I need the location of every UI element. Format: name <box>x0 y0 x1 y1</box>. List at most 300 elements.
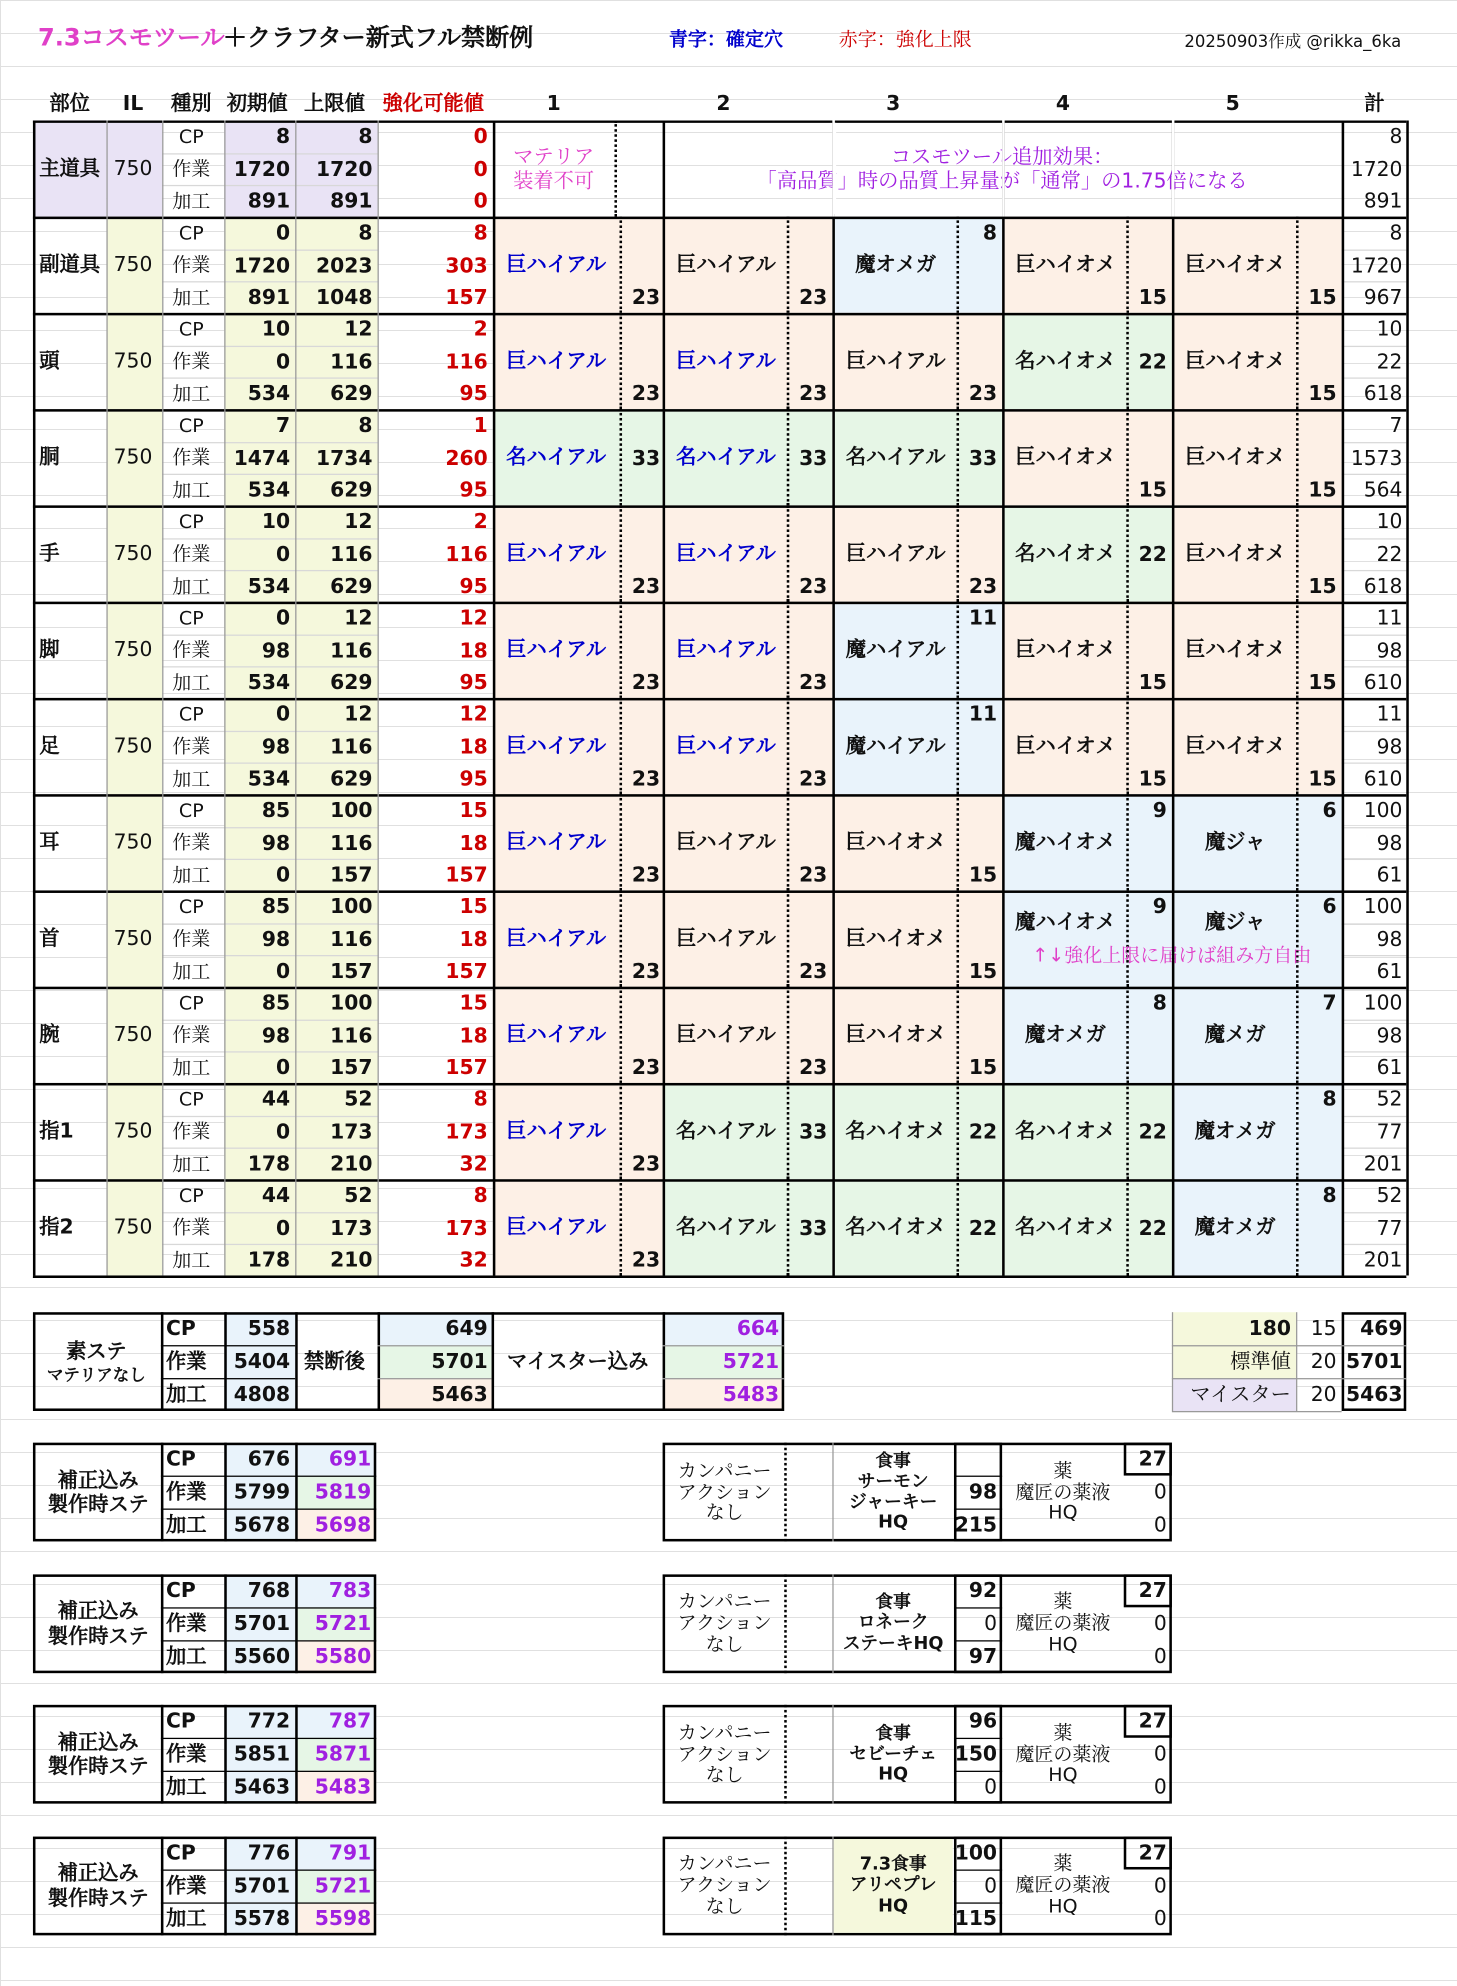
pot-value: 0 <box>1153 1479 1167 1504</box>
base-value: 534 <box>247 766 291 791</box>
column-header: 部位 <box>49 91 90 116</box>
row-border <box>33 409 1406 412</box>
materia-name: 名ハイオメ <box>1015 540 1116 565</box>
food-name: 7.3食事 アリペプレ HQ <box>849 1854 937 1916</box>
cell-border <box>224 1574 227 1673</box>
cell-border <box>954 1476 1002 1477</box>
materia-name: 名ハイオメ <box>845 1118 946 1143</box>
col-border <box>295 120 296 1275</box>
stat-label: 加工 <box>165 1512 207 1537</box>
materia-value: 23 <box>799 1055 828 1080</box>
base-value: 1720 <box>233 252 291 277</box>
materia-value: 23 <box>799 862 828 887</box>
base-sum: 4808 <box>233 1381 291 1406</box>
cell-border <box>162 474 377 475</box>
room-value: 18 <box>459 733 488 759</box>
room-value: 32 <box>459 1151 488 1176</box>
base-value: 534 <box>247 573 291 598</box>
materia-value: 15 <box>968 1055 998 1080</box>
materia-name: 名ハイオメ <box>845 1214 946 1239</box>
materia-name: 巨ハイオメ <box>1184 637 1286 662</box>
room-value: 116 <box>445 348 488 374</box>
stat-label: 加工 <box>172 1151 211 1175</box>
m-mid: 20 <box>1310 1381 1337 1406</box>
materia-value: 9 <box>1152 797 1167 823</box>
materia-name: 名ハイアル <box>845 444 946 469</box>
room-value: 12 <box>459 605 488 630</box>
base-value: 1474 <box>233 445 291 470</box>
total-value: 61 <box>1376 862 1403 887</box>
overmeld-label: 禁断後 <box>304 1348 365 1373</box>
col-border <box>1002 120 1005 1275</box>
col-border <box>1342 120 1345 1275</box>
materia-name: 魔メガ <box>1204 1022 1266 1047</box>
room-value: 18 <box>459 830 488 855</box>
cell-border <box>295 1705 298 1804</box>
row-border <box>33 1277 1406 1278</box>
room-value: 95 <box>459 381 488 406</box>
final-value: 5463 <box>233 1774 291 1799</box>
cell-border <box>161 1476 376 1477</box>
col-border <box>1172 120 1175 1275</box>
std-mid: 20 <box>1310 1348 1337 1373</box>
room-value: 18 <box>459 926 488 951</box>
std-cp-total: 469 <box>1360 1315 1403 1341</box>
stat-label: CP <box>178 1183 204 1207</box>
base-value: 534 <box>247 381 291 406</box>
final-meister-value: 5483 <box>314 1774 372 1799</box>
row-border <box>33 505 1406 508</box>
materia-name: 巨ハイアル <box>506 1022 607 1047</box>
company-action: カンパニー アクション なし <box>677 1589 772 1656</box>
cell-border <box>1342 538 1407 539</box>
stat-label: CP <box>178 894 204 918</box>
total-value: 61 <box>1376 1055 1403 1080</box>
std-total: 5701 <box>1346 1348 1403 1373</box>
final-value: 768 <box>247 1577 291 1602</box>
cell-border <box>784 1836 787 1935</box>
base-value: 0 <box>276 701 291 726</box>
il-value: 750 <box>113 733 153 758</box>
meister-sum: 664 <box>736 1315 780 1341</box>
final-meister-value: 5721 <box>314 1610 372 1635</box>
final-value: 772 <box>247 1708 291 1733</box>
total-value: 564 <box>1363 477 1403 502</box>
cell-border <box>162 1115 377 1116</box>
cap-value: 8 <box>358 412 373 437</box>
materia-name: 巨ハイオメ <box>1184 348 1286 373</box>
stat-label: 作業 <box>172 542 211 565</box>
materia-value: 23 <box>631 766 661 791</box>
materia-name: 名ハイアル <box>675 444 776 469</box>
cell-border <box>1296 1179 1299 1275</box>
room-value: 157 <box>445 958 488 983</box>
materia-name: 巨ハイアル <box>675 637 776 662</box>
materia-value: 8 <box>1322 1183 1337 1208</box>
total-value: 98 <box>1376 926 1403 951</box>
pot-value: 0 <box>1153 1512 1167 1537</box>
part-name: 腕 <box>39 1022 60 1047</box>
cell-border <box>162 377 377 378</box>
stat-label: CP <box>165 1446 196 1471</box>
potion-name: 薬 魔匠の薬液 HQ <box>1015 1721 1111 1787</box>
room-value: 0 <box>473 188 488 213</box>
cap-value: 629 <box>330 670 373 695</box>
stat-label: 作業 <box>172 830 211 854</box>
materia-name: 魔ハイオメ <box>1015 829 1116 854</box>
base-value: 0 <box>276 541 291 566</box>
cell-border <box>162 185 377 186</box>
cell-border <box>161 1738 376 1739</box>
stat-label: 作業 <box>165 1741 207 1766</box>
materia-name: 魔ハイオメ <box>1015 909 1116 934</box>
materia-name: 巨ハイオメ <box>1015 637 1116 662</box>
cap-value: 116 <box>330 926 373 951</box>
part-name: 耳 <box>39 829 60 854</box>
materia-value: 23 <box>631 862 661 887</box>
base-value: 0 <box>276 1119 291 1144</box>
cell-border <box>1342 1115 1407 1116</box>
stat-label: 作業 <box>172 1119 211 1143</box>
col-border <box>33 120 36 1275</box>
base-value: 98 <box>261 733 291 759</box>
cap-value: 157 <box>330 862 373 887</box>
base-value: 0 <box>276 220 291 245</box>
final-value: 5678 <box>233 1512 291 1537</box>
materia-value: 33 <box>968 445 998 470</box>
cell-border <box>1172 1312 1173 1411</box>
stat-label: 作業 <box>172 1023 211 1047</box>
overmeld-sum: 5463 <box>431 1381 488 1406</box>
row-border <box>33 313 1406 316</box>
stat-label: CP <box>178 702 204 726</box>
cell-border <box>162 441 377 442</box>
final-meister-value: 787 <box>328 1708 372 1733</box>
cap-value: 629 <box>330 766 373 791</box>
materia-value: 15 <box>968 862 998 887</box>
room-value: 260 <box>445 445 488 470</box>
room-value: 0 <box>473 124 488 149</box>
food-value: 150 <box>954 1741 998 1766</box>
materia-value: 15 <box>1308 284 1337 310</box>
pot-value: 27 <box>1138 1708 1167 1733</box>
materia-value: 33 <box>799 1119 828 1144</box>
stat-label: 作業 <box>172 927 211 950</box>
column-header: 5 <box>1225 91 1240 116</box>
cap-value: 8 <box>358 220 373 245</box>
cell-border <box>784 1705 787 1804</box>
pot-value: 0 <box>1153 1872 1167 1897</box>
cell-border <box>954 1902 1002 1903</box>
room-value: 157 <box>445 1055 488 1080</box>
il-value: 750 <box>113 444 153 469</box>
cell-border <box>162 1051 377 1052</box>
final-meister-value: 5698 <box>314 1512 372 1537</box>
stat-label: 作業 <box>172 445 211 469</box>
materia-value: 33 <box>631 445 661 470</box>
cell-border <box>1342 666 1407 667</box>
stat-label: 加工 <box>172 863 211 886</box>
col-border <box>378 120 379 1275</box>
base-value: 1720 <box>233 156 291 181</box>
materia-value: 22 <box>1138 541 1167 566</box>
cell-border <box>663 1345 785 1346</box>
company-action: カンパニー アクション なし <box>677 1852 772 1918</box>
final-meister-value: 5580 <box>314 1643 372 1668</box>
materia-value: 15 <box>1138 284 1167 310</box>
materia-value: 8 <box>982 220 998 245</box>
stat-label: 作業 <box>172 734 211 758</box>
cell-border <box>1342 730 1407 731</box>
cell-border <box>224 1705 227 1804</box>
materia-name: 名ハイオメ <box>1015 348 1116 373</box>
cap-value: 173 <box>330 1215 373 1240</box>
pot-value: 0 <box>1153 1741 1167 1766</box>
stat-label: 加工 <box>172 1055 211 1079</box>
materia-value: 33 <box>799 445 828 470</box>
cell-border <box>1342 345 1407 346</box>
final-label: 補正込み 製作時ステ <box>47 1467 149 1517</box>
stat-label: 作業 <box>172 1215 211 1239</box>
final-meister-value: 691 <box>328 1446 372 1471</box>
materia-name: 巨ハイオメ <box>845 1022 946 1047</box>
materia-name: 巨ハイアル <box>845 348 946 373</box>
stat-label: CP <box>178 606 204 629</box>
cell-border <box>161 1443 164 1542</box>
stat-label: CP <box>178 798 204 822</box>
il-value: 750 <box>113 925 153 950</box>
title-cosmo: 7.3コスモツール <box>38 23 225 52</box>
base-value: 85 <box>261 797 291 823</box>
total-value: 618 <box>1363 573 1403 598</box>
materia-value: 22 <box>1138 348 1167 374</box>
cell-border <box>162 281 377 282</box>
materia-value: 15 <box>1308 381 1337 406</box>
overmeld-sum: 5701 <box>431 1348 488 1373</box>
col-border <box>1406 120 1409 1275</box>
cell-border <box>162 955 377 956</box>
cap-value: 12 <box>344 509 373 534</box>
stat-label: CP <box>178 124 204 148</box>
materia-name: 巨ハイアル <box>675 540 776 565</box>
total-value: 52 <box>1376 1086 1403 1111</box>
col-border <box>834 123 837 214</box>
materia-value: 23 <box>631 381 661 406</box>
final-label: 補正込み 製作時ステ <box>47 1861 149 1910</box>
cell-border <box>1342 1051 1407 1052</box>
cell-border <box>1342 1148 1407 1149</box>
room-value: 2 <box>473 316 488 341</box>
materia-name: 巨ハイオメ <box>1015 252 1116 277</box>
il-value: 750 <box>113 155 153 180</box>
total-value: 98 <box>1376 733 1403 759</box>
base-value: 534 <box>247 477 291 502</box>
il-value: 750 <box>113 829 153 854</box>
cell-border <box>162 826 377 827</box>
row-border <box>33 1083 1406 1086</box>
stat-label: 作業 <box>172 253 211 277</box>
base-value: 98 <box>261 1022 291 1047</box>
materia-name: 魔オメガ <box>855 252 937 277</box>
room-value: 8 <box>473 1183 488 1208</box>
stat-label: 加工 <box>172 1248 211 1272</box>
materia-value: 6 <box>1322 797 1337 823</box>
materia-name: 魔オメガ <box>1194 1214 1276 1239</box>
materia-value: 23 <box>631 670 661 695</box>
potion-name: 薬 魔匠の薬液 HQ <box>1015 1458 1111 1525</box>
base-value: 7 <box>276 412 291 437</box>
base-value: 0 <box>276 1055 291 1080</box>
row-border <box>33 602 1406 605</box>
col-border <box>663 120 666 1275</box>
final-meister-value: 791 <box>328 1839 372 1864</box>
materia-value: 23 <box>631 1055 661 1080</box>
total-value: 52 <box>1376 1183 1403 1208</box>
column-header: 上限値 <box>304 91 365 116</box>
part-name: 手 <box>39 540 60 565</box>
stat-label: 作業 <box>165 1610 207 1635</box>
neck-note: ↑↓強化上限に届けば組み方自由 <box>1032 942 1312 966</box>
materia-name: 巨ハイアル <box>845 540 946 565</box>
stat-label: 作業 <box>165 1348 207 1373</box>
il-value: 750 <box>113 1118 153 1143</box>
cell-border <box>162 1019 377 1020</box>
materia-value: 23 <box>799 766 828 791</box>
food-value: 0 <box>984 1610 998 1635</box>
title-main: ＋クラフター新式フル禁断例 <box>222 23 534 52</box>
pot-value: 0 <box>1153 1905 1167 1930</box>
materia-value: 11 <box>968 605 998 630</box>
il-value: 750 <box>113 1022 153 1047</box>
cell-border <box>1296 987 1299 1083</box>
materia-value: 7 <box>1322 990 1337 1015</box>
stat-label: 加工 <box>172 381 211 405</box>
stat-label: 加工 <box>172 285 211 309</box>
materia-name: 巨ハイオメ <box>845 925 946 950</box>
row-border <box>33 1179 1406 1182</box>
final-value: 5799 <box>233 1479 291 1504</box>
food-value: 98 <box>968 1479 998 1504</box>
total-value: 8 <box>1389 220 1403 245</box>
materia-value: 8 <box>1152 990 1167 1015</box>
stat-label: 加工 <box>165 1381 207 1406</box>
materia-value: 11 <box>968 701 998 726</box>
cap-value: 52 <box>344 1086 373 1111</box>
base-value: 0 <box>276 1215 291 1240</box>
materia-name: 巨ハイアル <box>506 829 607 854</box>
cap-value: 12 <box>344 605 373 630</box>
cell-border <box>614 120 617 216</box>
materia-name: 巨ハイアル <box>675 252 776 277</box>
cell-border <box>1296 217 1299 313</box>
cell-border <box>1296 505 1299 601</box>
materia-value: 23 <box>968 381 998 406</box>
total-value: 77 <box>1376 1215 1403 1240</box>
cell-border <box>161 1902 376 1903</box>
cell-border <box>954 1640 1002 1641</box>
col-border <box>106 120 107 1275</box>
cell-border <box>1172 1345 1406 1346</box>
cap-value: 116 <box>330 348 373 374</box>
materia-value: 15 <box>1308 477 1337 502</box>
cell-border <box>162 762 377 763</box>
cap-value: 12 <box>344 701 373 726</box>
col-border <box>224 120 225 1275</box>
materia-name: 魔ハイアル <box>845 733 946 758</box>
room-value: 173 <box>445 1215 488 1240</box>
summary-sublabel: マテリアなし <box>46 1366 146 1386</box>
il-value: 750 <box>113 252 153 277</box>
materia-name: 巨ハイオメ <box>845 829 946 854</box>
base-value: 8 <box>276 124 291 149</box>
cell-border <box>1342 441 1407 442</box>
cap-value: 173 <box>330 1119 373 1144</box>
stat-label: CP <box>165 1839 196 1864</box>
stat-label: CP <box>165 1577 196 1602</box>
std-cp-mid: 15 <box>1310 1315 1337 1341</box>
row-border <box>33 890 1406 893</box>
stat-label: CP <box>178 509 204 533</box>
room-value: 8 <box>473 1086 488 1111</box>
cap-value: 629 <box>330 381 373 406</box>
cell-border <box>161 1771 376 1772</box>
cell-border <box>1296 794 1299 890</box>
cap-value: 1734 <box>316 445 373 470</box>
final-label: 補正込み 製作時ステ <box>47 1598 149 1648</box>
room-value: 116 <box>445 541 488 566</box>
cell-border <box>161 1607 376 1608</box>
materia-slot <box>1172 890 1342 986</box>
room-value: 1 <box>473 412 488 437</box>
cell-border <box>162 1148 377 1149</box>
stat-label: CP <box>178 1087 204 1111</box>
cell-border <box>663 1378 785 1379</box>
cap-value: 1720 <box>316 156 373 181</box>
total-value: 10 <box>1376 316 1403 341</box>
final-meister-value: 5871 <box>314 1741 372 1766</box>
base-value: 85 <box>261 990 291 1015</box>
base-value: 891 <box>247 284 291 310</box>
cap-value: 116 <box>330 541 373 566</box>
room-value: 95 <box>459 477 488 502</box>
part-name: 脚 <box>39 637 60 662</box>
cap-value: 52 <box>344 1183 373 1208</box>
materia-value: 23 <box>799 381 828 406</box>
stat-label: 作業 <box>165 1479 207 1504</box>
cell-border <box>1342 762 1407 763</box>
cap-value: 210 <box>330 1247 373 1272</box>
pot-value: 27 <box>1138 1839 1167 1864</box>
stat-label: 加工 <box>172 670 211 694</box>
company-action: カンパニー アクション なし <box>677 1458 772 1525</box>
cell-border <box>1342 281 1407 282</box>
cell-border <box>161 1705 164 1804</box>
materia-value: 15 <box>1138 477 1167 502</box>
cap-value: 100 <box>330 797 373 823</box>
total-value: 610 <box>1363 670 1403 695</box>
il-value: 750 <box>113 1214 153 1239</box>
cell-border <box>162 730 377 731</box>
total-value: 100 <box>1363 894 1403 919</box>
cosmo-note: コスモツール追加効果： 「高品質」時の品質上昇量が「通常」の1.75倍になる <box>756 144 1248 193</box>
cap-value: 210 <box>330 1151 373 1176</box>
std-cp: 180 <box>1248 1315 1291 1341</box>
part-name: 指1 <box>39 1118 74 1143</box>
cell-border <box>1342 377 1407 378</box>
legend-red: 赤字：強化上限 <box>838 27 972 51</box>
cell-border <box>295 1443 298 1542</box>
il-value: 750 <box>113 348 153 373</box>
